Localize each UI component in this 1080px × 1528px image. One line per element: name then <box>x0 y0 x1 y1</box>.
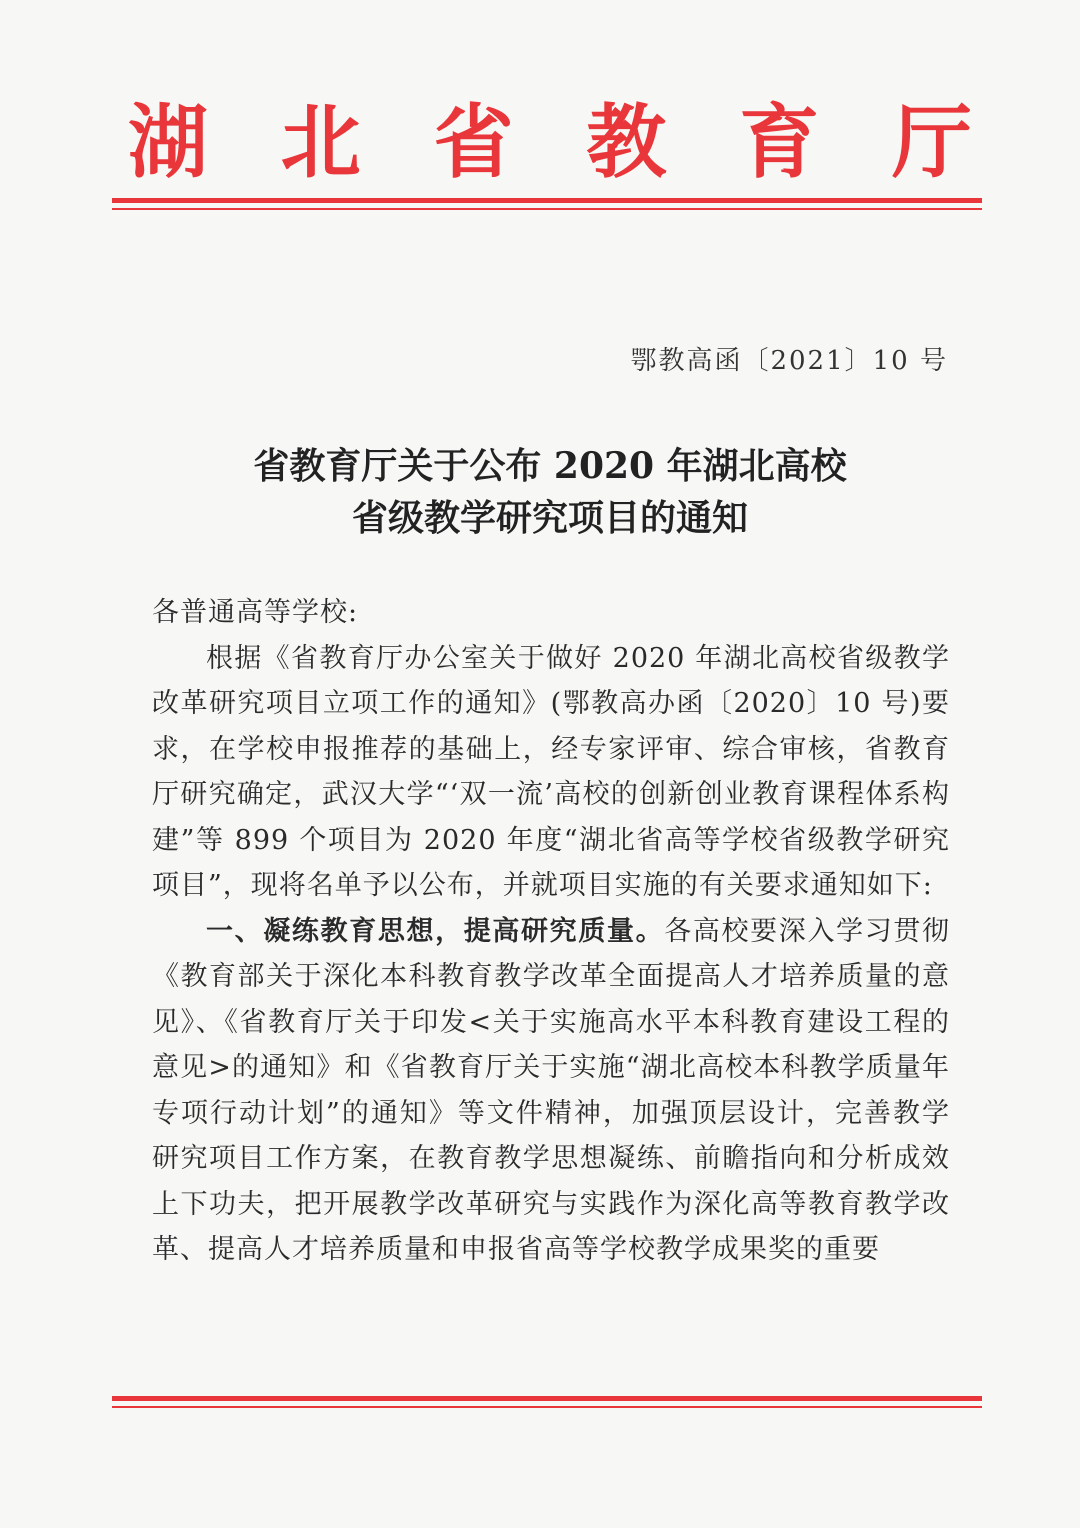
document-body <box>152 590 950 1273</box>
paragraph-2-text: 各高校要深入学习贯彻《教育部关于深化本科教育教学改革全面提高人才培养质量的意见》、《省教育厅关于印发<关于实施高水平本科教育建设工程的意见>的通知》和《省教育厅关于实施“湖北高校本科教学质量年专项行动计划”的通知》等文件精神，加强顶层设计，完善教学研究项目工作方案，在教育教学思想凝练、前瞻指向和分析成效上下功夫，把开展教学改革研究与实践作为深化高等教育教学改革、提高人才培养质量和申报省高等学校教学成果奖的重要 <box>152 915 951 1265</box>
document-number: 鄂教高函〔2021〕10 号 <box>630 346 948 376</box>
paragraph-1: 根据《省教育厅办公室关于做好 2020 年湖北高校省级教学改革研究项目立项工作的通知》(鄂教高办函〔2020〕10 号)要求，在学校申报推荐的基础上，经专家评审、综合审核，省教育厅研究确定，武汉大学“‘双一流’高校的创新创业教育课程体系构建”等 899 个项目为 2020 年度“湖北省高等学校省级教学研究项目”，现将名单予以公布，并就项目实施的有关要求通知如下: <box>152 642 950 901</box>
masthead-char: 育 <box>739 95 820 189</box>
masthead-rule-thin <box>112 208 982 210</box>
masthead-char: 教 <box>586 95 667 189</box>
title-line-2: 省级教学研究项目的通知 <box>351 497 748 539</box>
title-line-1: 省教育厅关于公布 2020 年湖北高校 <box>253 445 847 487</box>
masthead-char: 厅 <box>891 95 972 189</box>
section-heading-1: 一、凝练教育思想，提高研究质量。 <box>206 915 665 947</box>
footer-rule-thick <box>112 1396 982 1401</box>
masthead-char: 北 <box>280 95 361 189</box>
masthead-char: 省 <box>433 95 514 189</box>
footer-rule-thin <box>112 1406 982 1408</box>
paragraph-2 <box>152 909 950 1273</box>
masthead <box>120 92 980 192</box>
document-title <box>120 440 980 544</box>
masthead-rule-thick <box>112 198 982 203</box>
masthead-char: 湖 <box>128 95 208 189</box>
salutation: 各普通高等学校: <box>152 597 359 628</box>
